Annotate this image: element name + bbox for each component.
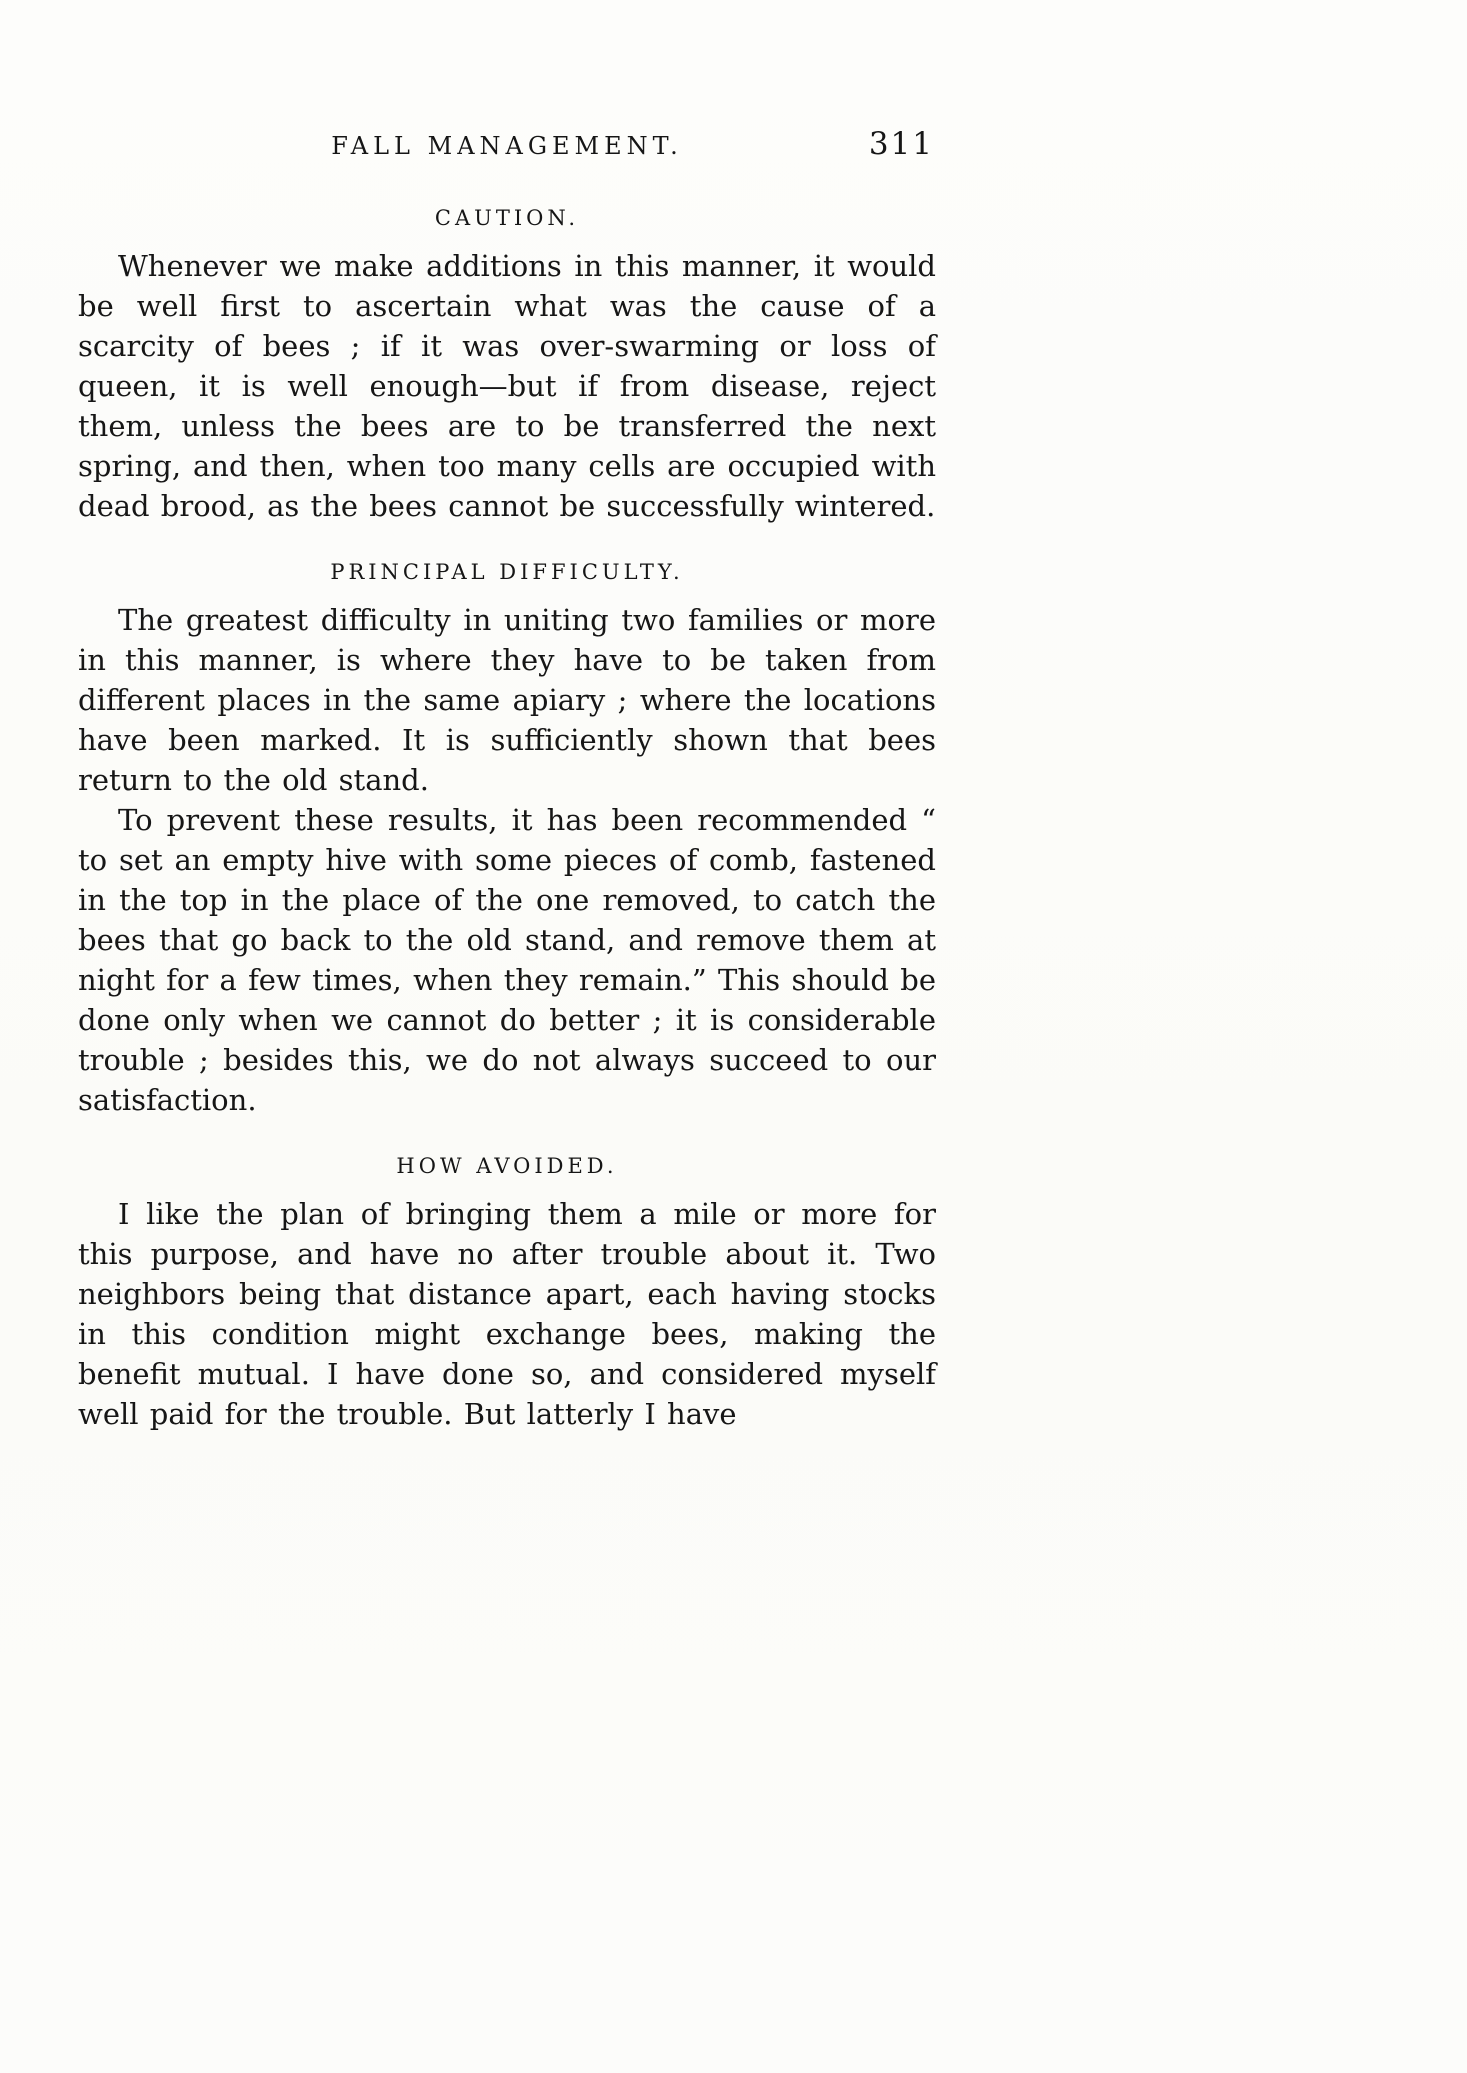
section-how-avoided: [78, 1154, 936, 1434]
running-header-title: FALL MANAGEMENT.: [331, 132, 683, 160]
paragraph: The greatest difficulty in uniting two families or more in this manner, is where they have to be taken from different places in the same apiary ; where the locations have been marked. It is sufficiently shown that bees return to the old stand.: [78, 603, 936, 797]
text-column: [78, 0, 936, 1434]
section-heading-how-avoided: HOW AVOIDED.: [396, 1154, 618, 1178]
section-principal-difficulty: [78, 560, 936, 1120]
section-caution: [78, 206, 936, 526]
running-header: [78, 126, 936, 172]
section-heading-caution: CAUTION.: [434, 206, 580, 230]
section-heading-principal-difficulty: PRINCIPAL DIFFICULTY.: [330, 560, 684, 584]
paragraph: I like the plan of bringing them a mile or more for this purpose, and have no after trouble about it. Two neighbors being that distance apart, each having stocks in this condition might exchange bees, making the benefit mutual. I have done so, and considered myself well paid for the trouble. But latterly I have: [78, 1197, 936, 1431]
page-number: 311: [868, 126, 934, 162]
paragraph: To prevent these results, it has been recommended “ to set an empty hive with some pieces of comb, fastened in the top in the place of the one removed, to catch the bees that go back to the old stand, and remove them at night for a few times, when they remain.” This should be done only when we cannot do better ; it is considerable trouble ; besides this, we do not always succeed to our satisfaction.: [78, 803, 936, 1117]
paragraph: Whenever we make additions in this manner, it would be well first to ascertain what was the cause of a scarcity of bees ; if it was over-swarming or loss of queen, it is well enough—but if from disease, reject them, unless the bees are to be transferred the next spring, and then, when too many cells are occupied with dead brood, as the bees cannot be successfully wintered.: [78, 249, 936, 523]
